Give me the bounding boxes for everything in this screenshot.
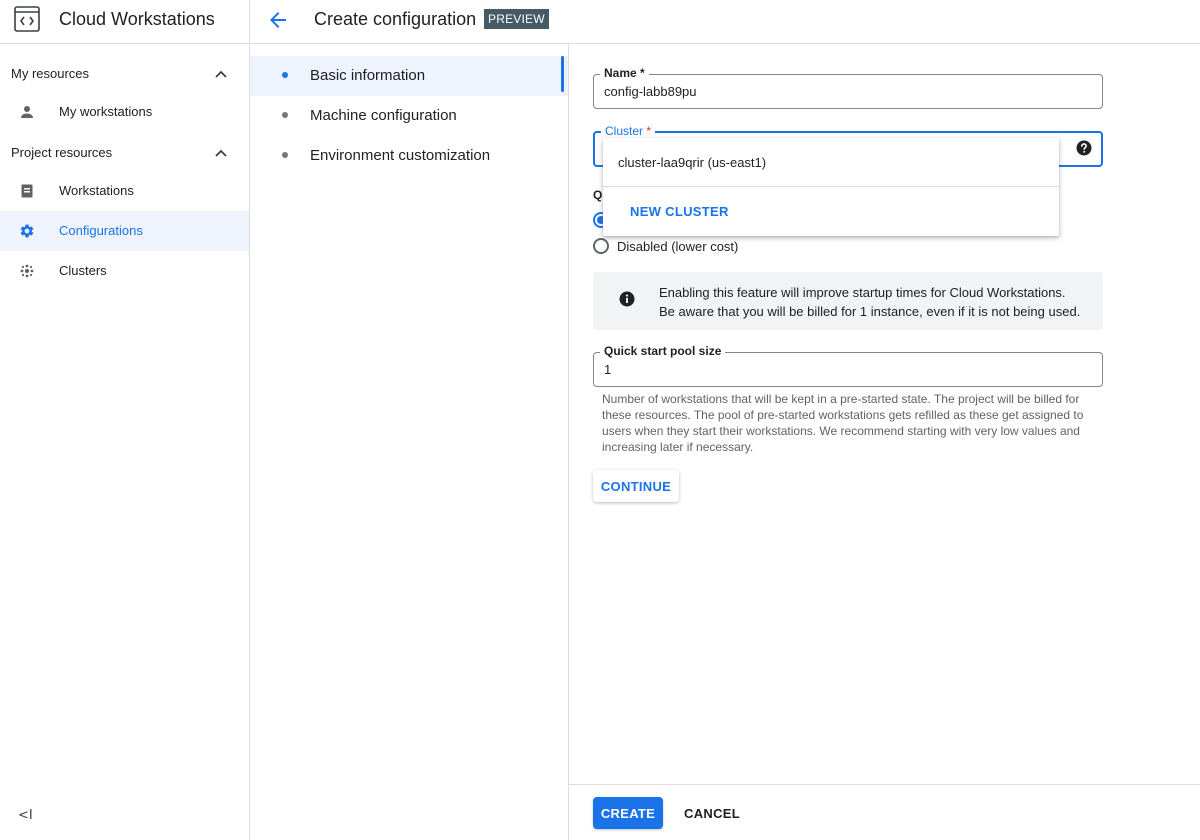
name-field-label bbox=[600, 66, 649, 80]
form-footer bbox=[569, 784, 1200, 840]
brand bbox=[0, 0, 250, 44]
create-button[interactable]: CREATE bbox=[593, 797, 663, 829]
workstation-badge-icon bbox=[19, 183, 35, 199]
pool-size-input[interactable] bbox=[604, 362, 1084, 377]
step-environment-customization[interactable] bbox=[250, 136, 568, 176]
quick-start-disabled-radio[interactable] bbox=[593, 238, 609, 254]
cluster-field-label bbox=[601, 124, 655, 138]
cluster-dots-icon bbox=[19, 263, 35, 279]
new-cluster-label: NEW CLUSTER bbox=[630, 204, 729, 219]
sidebar-item-workstations[interactable] bbox=[0, 171, 249, 211]
sidebar-item-label: Configurations bbox=[59, 223, 143, 238]
arrow-back-icon[interactable] bbox=[266, 8, 290, 32]
step-dot bbox=[282, 112, 288, 118]
sidebar-item-label: Workstations bbox=[59, 183, 134, 198]
code-window-icon bbox=[14, 6, 40, 32]
sidebar-item-label: Clusters bbox=[59, 263, 107, 278]
sidebar-section-label: My resources bbox=[11, 66, 90, 81]
sidebar-section-project-resources[interactable] bbox=[0, 133, 249, 173]
top-bar bbox=[0, 0, 1200, 44]
preview-badge: PREVIEW bbox=[484, 9, 549, 29]
cluster-option-label: cluster-laa9qrir (us-east1) bbox=[618, 155, 767, 170]
sidebar-item-label: My workstations bbox=[59, 104, 153, 119]
cluster-dropdown-menu bbox=[603, 138, 1059, 236]
name-field[interactable] bbox=[593, 66, 1103, 109]
collapse-sidebar-button[interactable]: <I bbox=[18, 808, 33, 823]
sidebar-section-label: Project resources bbox=[11, 145, 113, 160]
page-title: Create configuration bbox=[314, 9, 477, 29]
sidebar-item-my-workstations[interactable] bbox=[0, 92, 249, 132]
sidebar-item-configurations[interactable] bbox=[0, 211, 249, 251]
name-label-text: Name bbox=[604, 66, 637, 80]
sidebar-item-clusters[interactable] bbox=[0, 251, 249, 291]
step-machine-configuration[interactable] bbox=[250, 96, 568, 136]
info-icon bbox=[619, 291, 635, 307]
app-title: Cloud Workstations bbox=[59, 9, 215, 29]
info-text bbox=[659, 283, 1099, 321]
quick-start-label: Q bbox=[593, 188, 603, 202]
stepper bbox=[250, 44, 569, 840]
step-basic-information[interactable] bbox=[250, 56, 568, 96]
step-label: Basic information bbox=[310, 67, 426, 84]
chevron-up-icon bbox=[214, 67, 228, 81]
sidebar bbox=[0, 44, 250, 840]
gear-icon bbox=[19, 223, 35, 239]
help-circle-icon[interactable] bbox=[1076, 140, 1092, 156]
continue-button[interactable]: CONTINUE bbox=[593, 470, 679, 502]
chevron-up-icon bbox=[214, 146, 228, 160]
new-cluster-button[interactable] bbox=[603, 187, 1059, 235]
info-line-1: Enabling this feature will improve startup times for Cloud Workstations. bbox=[659, 285, 1066, 300]
step-dot bbox=[282, 72, 288, 78]
info-notice bbox=[593, 272, 1103, 330]
required-mark: * bbox=[640, 66, 645, 80]
pool-size-label: Quick start pool size bbox=[600, 344, 725, 358]
info-line-2: Be aware that you will be billed for 1 instance, even if it is not being used. bbox=[659, 304, 1081, 319]
sidebar-section-my-resources[interactable] bbox=[0, 54, 249, 94]
cluster-label-text: Cluster bbox=[605, 124, 644, 138]
cancel-button[interactable]: CANCEL bbox=[675, 797, 749, 829]
step-label: Machine configuration bbox=[310, 107, 457, 124]
cluster-option[interactable] bbox=[603, 138, 1059, 186]
step-dot bbox=[282, 152, 288, 158]
name-input[interactable] bbox=[604, 84, 1084, 99]
pool-size-field[interactable] bbox=[593, 344, 1103, 387]
required-mark: * bbox=[646, 124, 652, 138]
quick-start-disabled-label: Disabled (lower cost) bbox=[617, 239, 739, 254]
step-label: Environment customization bbox=[310, 147, 491, 164]
person-icon bbox=[19, 104, 35, 120]
pool-size-hint: Number of workstations that will be kept in a pre-started state. The project will be billed for these resources. The pool of pre-started workstations gets refilled as these get assigned to users when they start their workstations. We recommend starting with very low values and increasing later if necessary. bbox=[602, 392, 1084, 454]
